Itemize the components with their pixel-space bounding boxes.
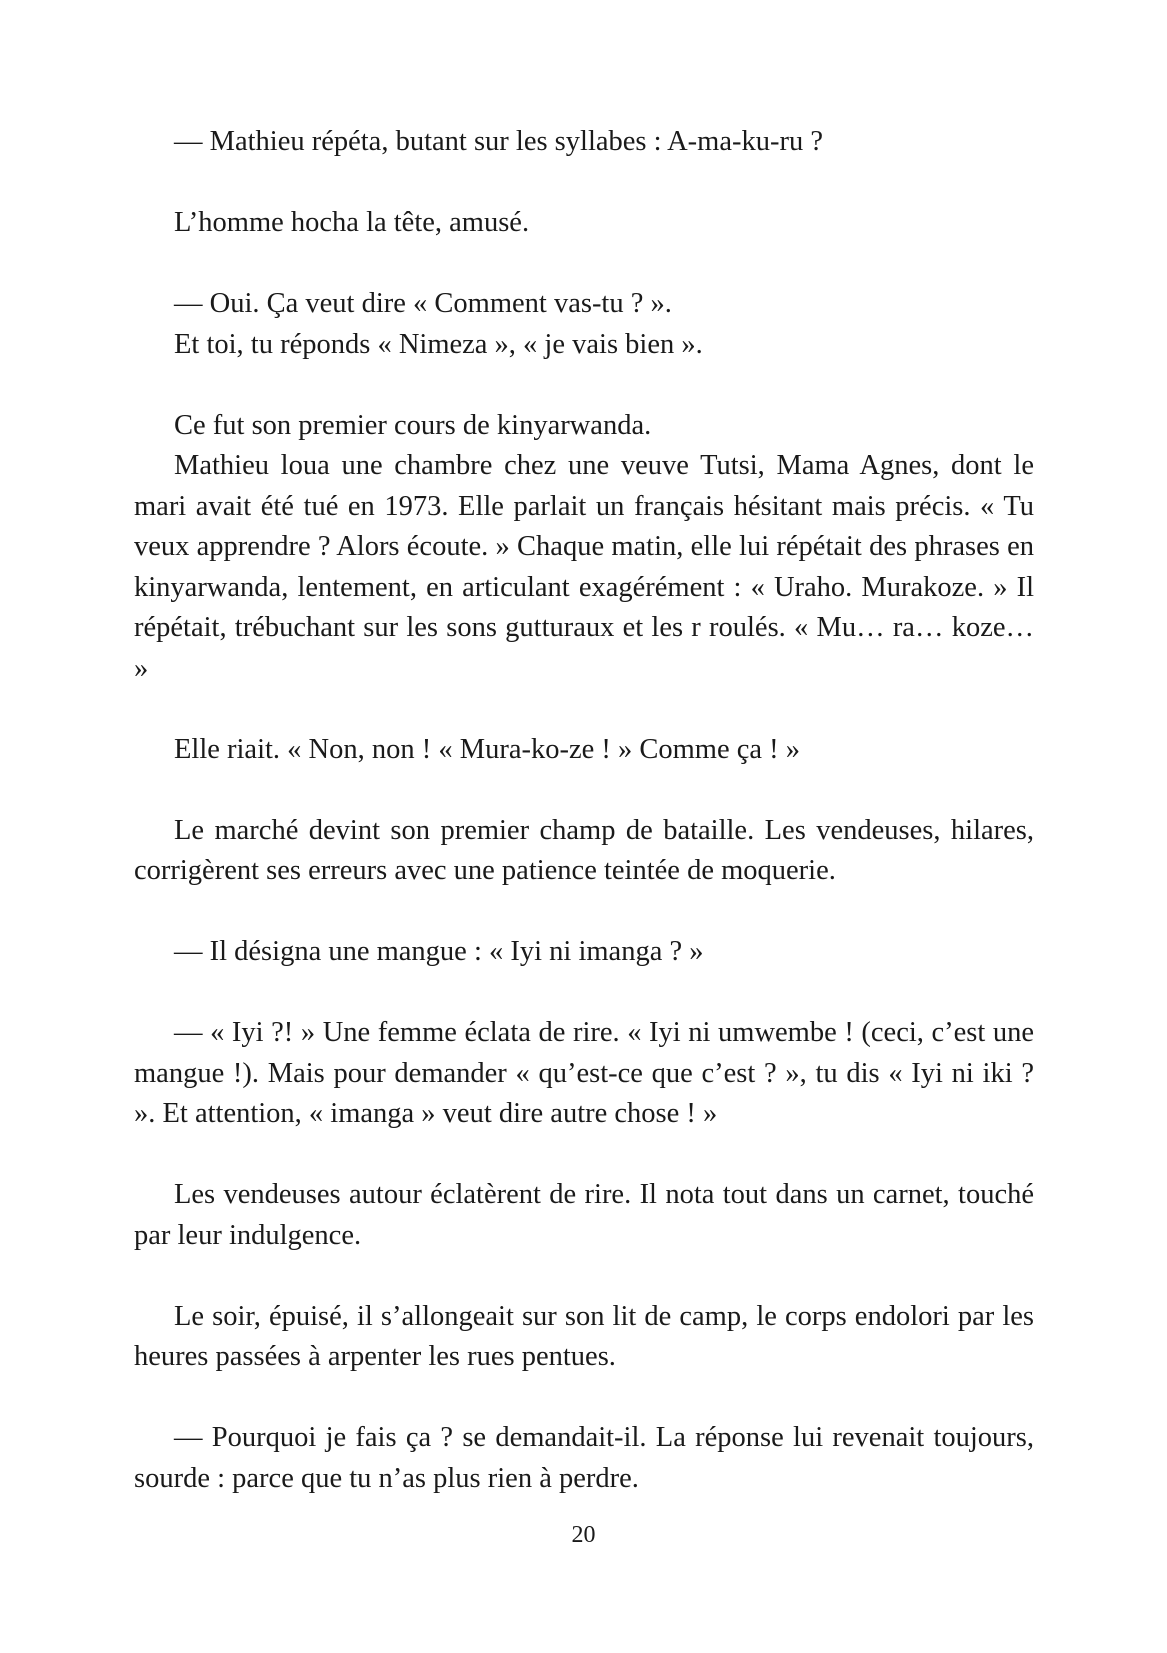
paragraph-6: Mathieu loua une chambre chez une veuve Tutsi, Mama Agnes, dont le mari avait été tué en 1973. Elle parlait un français hésitant mais précis. « Tu veux apprendre ? Alors écoute. » Chaque matin, elle lui répétait des phrases en kinyarwanda, lentement, en articulant exagérément : « Uraho. Murakoze. » Il répétait, trébuchant sur les sons gutturaux et les r roulés. « Mu… ra… koze… »	[134, 450, 1034, 684]
page-body	[134, 122, 1034, 1499]
paragraph-8: Le marché devint son premier champ de bataille. Les vendeuses, hilares, corrigèrent ses erreurs avec une patience teintée de moquerie.	[134, 814, 1034, 886]
paragraph-9: — Il désigna une mangue : « Iyi ni imanga ? »	[174, 936, 704, 967]
paragraph-11: Les vendeuses autour éclatèrent de rire. Il nota tout dans un carnet, touché par leur indulgence.	[134, 1179, 1034, 1251]
paragraph-5: Ce fut son premier cours de kinyarwanda.	[174, 409, 652, 441]
paragraph-7: Elle riait. « Non, non ! « Mura-ko-ze ! » Comme ça ! »	[174, 733, 801, 765]
paragraph-4: Et toi, tu réponds « Nimeza », « je vais bien ».	[174, 328, 703, 360]
paragraph-10: — « Iyi ?! » Une femme éclata de rire. « Iyi ni umwembe ! (ceci, c’est une mangue !). Mais pour demander « qu’est-ce que c’est ? », tu dis « Iyi ni iki ? ». Et attention, « imanga » veut dire autre chose ! »	[134, 1017, 1034, 1129]
paragraph-12: Le soir, épuisé, il s’allongeait sur son lit de camp, le corps endolori par les heures passées à arpenter les rues pentues.	[134, 1300, 1034, 1372]
paragraph-2: L’homme hocha la tête, amusé.	[174, 207, 530, 238]
paragraph-1: — Mathieu répéta, butant sur les syllabes : A-ma-ku-ru ?	[174, 126, 823, 157]
paragraph-3: — Oui. Ça veut dire « Comment vas-tu ? ».	[174, 288, 672, 319]
paragraph-13: — Pourquoi je fais ça ? se demandait-il. La réponse lui revenait toujours, sourde : parce que tu n’as plus rien à perdre.	[134, 1422, 1034, 1494]
page-number: 20	[571, 1522, 596, 1548]
